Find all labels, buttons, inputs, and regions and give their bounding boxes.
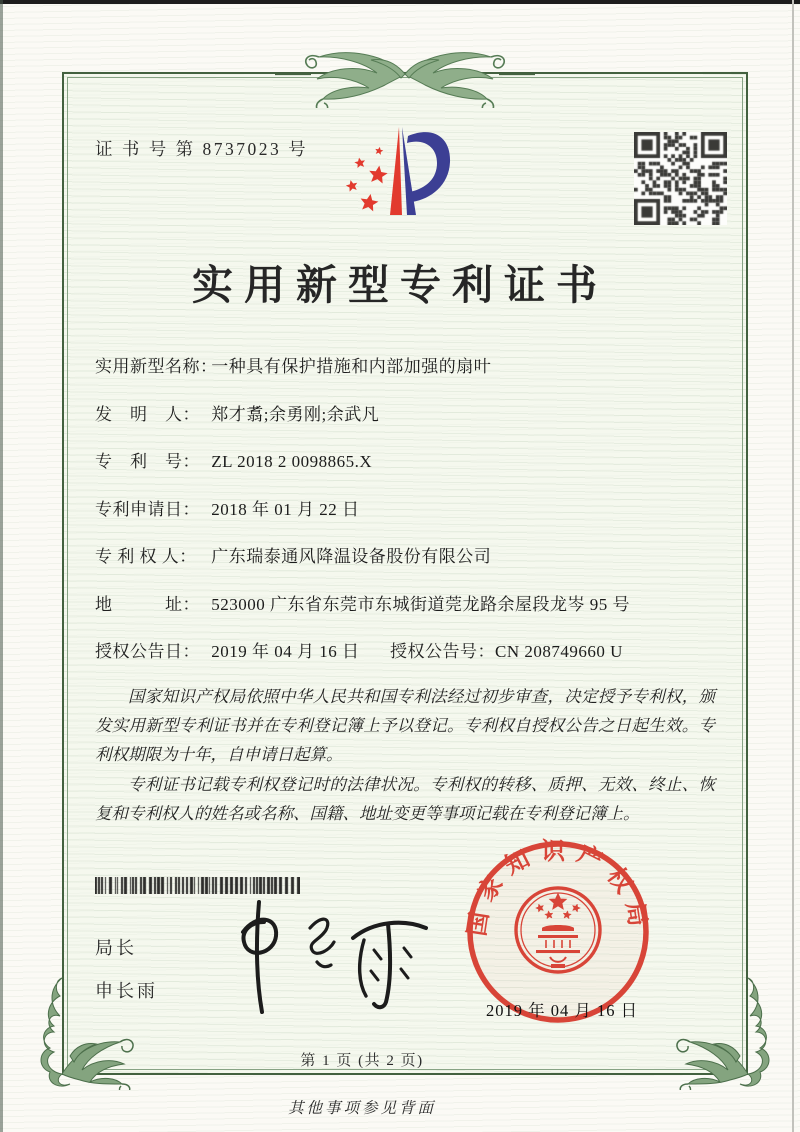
seal-text: 国家知识产权局	[464, 839, 652, 938]
field-label: 地 址：	[95, 594, 200, 614]
field-value: 2019 年 04 月 16 日	[211, 642, 360, 661]
back-side-note: 其他事项参见背面	[287, 1100, 436, 1117]
field-label: 专 利 号：	[95, 452, 200, 471]
field-value: 广东瑞泰通风降温设备股份有限公司	[211, 547, 492, 566]
certificate-title: 实用新型专利证书	[192, 262, 608, 308]
page-number: 第 1 页 (共 2 页)	[300, 1053, 424, 1069]
legal-paragraph-1: 国家知识产权局依照中华人民共和国专利法经过初步审查，决定授予专利权，颁发实用新型专利证书并在专利登记簿上予以登记。专利权自授权公告之日起生效。专利权期限为十年，自申请日起算。	[95, 687, 715, 765]
director-signature	[198, 888, 460, 1020]
field-value: 2018 年 01 月 22 日	[211, 499, 360, 519]
field-value: CN 208749660 U	[495, 642, 623, 661]
field-label: 授权公告日：	[95, 642, 200, 661]
director-name: 申长雨	[95, 981, 158, 1001]
field-row-address	[95, 593, 725, 617]
scan-edge-right	[792, 0, 794, 1132]
field-label: 授权公告号：	[390, 642, 495, 661]
legal-paragraph-2: 专利证书记载专利权登记时的法律状况。专利权的转移、质押、无效、终止、恢复和专利权人的姓名或名称、国籍、地址变更等事项记载在专利登记簿上。	[95, 774, 715, 823]
field-label: 专 利 权 人：	[95, 547, 197, 566]
legal-text	[95, 682, 715, 828]
certificate-number: 证 书 号 第 8737023 号	[95, 139, 309, 159]
field-row-filing-date	[95, 498, 725, 522]
field-label: 发 明 人：	[95, 404, 200, 424]
field-value: 郑才翥;余勇刚;余武凡	[211, 404, 380, 424]
field-row-inventors	[95, 403, 725, 427]
field-value: 一种具有保护措施和内部加强的扇叶	[211, 357, 492, 376]
field-row-name	[95, 355, 725, 379]
director-block	[95, 934, 158, 1020]
field-row-grant	[95, 640, 725, 664]
field-row-patent-number	[95, 450, 725, 474]
field-label: 专利申请日：	[95, 499, 200, 519]
field-row-patentee	[95, 545, 725, 569]
field-label: 实用新型名称：	[95, 357, 218, 376]
field-value: ZL 2018 2 0098865.X	[211, 452, 373, 471]
director-title: 局长	[95, 938, 137, 958]
seal-date: 2019 年 04 月 16 日	[486, 1001, 639, 1020]
patent-fields	[95, 355, 725, 688]
cnipa-logo-icon	[328, 122, 463, 227]
qr-code	[634, 132, 727, 225]
field-value: 523000 广东省东莞市东城街道莞龙路余屋段龙岑 95 号	[211, 594, 630, 614]
scan-edge-left	[0, 0, 3, 1132]
scan-edge-top	[0, 0, 800, 4]
